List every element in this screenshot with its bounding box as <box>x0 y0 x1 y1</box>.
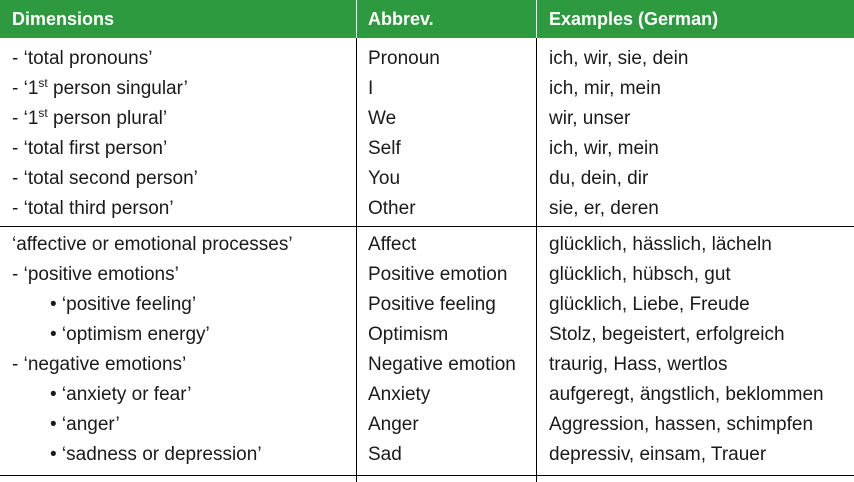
abbrev-cell: Self <box>368 138 401 159</box>
abbrev-cell: You <box>368 168 401 189</box>
abbrev-cell: Affect <box>368 234 417 255</box>
examples-cell: depressiv, einsam, Trauer <box>549 444 767 465</box>
table-row <box>0 350 854 380</box>
dimension-cell: • ‘sadness or depression’ <box>50 444 262 465</box>
table-row <box>0 194 854 224</box>
table-row <box>0 380 854 410</box>
examples-cell: wir, unser <box>549 108 631 129</box>
table-row <box>0 230 854 260</box>
dimension-cell: - ‘1st person singular’ <box>12 76 188 99</box>
abbrev-cell: Positive emotion <box>368 264 508 285</box>
table-row <box>0 410 854 440</box>
dimension-cell: • ‘anxiety or fear’ <box>50 384 192 405</box>
dimension-cell: - ‘total pronouns’ <box>12 48 153 69</box>
dimension-cell: • ‘positive feeling’ <box>50 294 197 315</box>
abbrev-cell: Negative emotion <box>368 354 516 375</box>
examples-cell: ich, wir, mein <box>549 138 659 159</box>
examples-cell: glücklich, Liebe, Freude <box>549 294 750 315</box>
dimension-cell: • ‘anger’ <box>50 414 120 435</box>
abbrev-cell: Positive feeling <box>368 294 496 315</box>
group-separator <box>0 226 854 227</box>
abbrev-cell: Anxiety <box>368 384 431 405</box>
table-header <box>0 0 854 38</box>
dimension-cell: - ‘total third person’ <box>12 198 174 219</box>
header-divider <box>536 0 537 38</box>
examples-cell: Aggression, hassen, schimpfen <box>549 414 814 435</box>
table-row <box>0 320 854 350</box>
abbrev-cell: Anger <box>368 414 419 435</box>
examples-cell: traurig, Hass, wertlos <box>549 354 728 375</box>
dimension-cell: - ‘negative emotions’ <box>12 354 187 375</box>
header-divider <box>356 0 357 38</box>
dimension-cell: • ‘optimism energy’ <box>50 324 210 345</box>
table-bottom-border <box>0 475 854 476</box>
abbrev-cell: We <box>368 108 397 129</box>
abbrev-cell: Optimism <box>368 324 449 345</box>
examples-cell: du, dein, dir <box>549 168 649 189</box>
examples-cell: ich, mir, mein <box>549 78 661 99</box>
header-examples: Examples (German) <box>549 9 719 29</box>
table-row <box>0 74 854 104</box>
abbrev-cell: Pronoun <box>368 48 440 69</box>
dimension-cell: - ‘total second person’ <box>12 168 198 189</box>
table-row <box>0 260 854 290</box>
table-row <box>0 104 854 134</box>
dimension-cell: - ‘1st person plural’ <box>12 106 168 129</box>
dimension-cell: - ‘total first person’ <box>12 138 168 159</box>
table-row <box>0 290 854 320</box>
dimension-cell: - ‘positive emotions’ <box>12 264 179 285</box>
abbrev-cell: I <box>368 78 374 99</box>
abbrev-cell: Other <box>368 198 416 219</box>
examples-cell: glücklich, hässlich, lächeln <box>549 234 772 255</box>
abbrev-cell: Sad <box>368 444 402 465</box>
examples-cell: aufgeregt, ängstlich, beklommen <box>549 384 824 405</box>
table-row <box>0 440 854 470</box>
examples-cell: sie, er, deren <box>549 198 659 219</box>
table-row <box>0 134 854 164</box>
header-dimensions: Dimensions <box>12 9 115 29</box>
table-row <box>0 164 854 194</box>
examples-cell: ich, wir, sie, dein <box>549 48 689 69</box>
examples-cell: glücklich, hübsch, gut <box>549 264 731 285</box>
examples-cell: Stolz, begeistert, erfolgreich <box>549 324 785 345</box>
header-abbrev: Abbrev. <box>368 9 434 29</box>
table-row <box>0 44 854 74</box>
dimension-cell: ‘affective or emotional processes’ <box>12 234 293 255</box>
